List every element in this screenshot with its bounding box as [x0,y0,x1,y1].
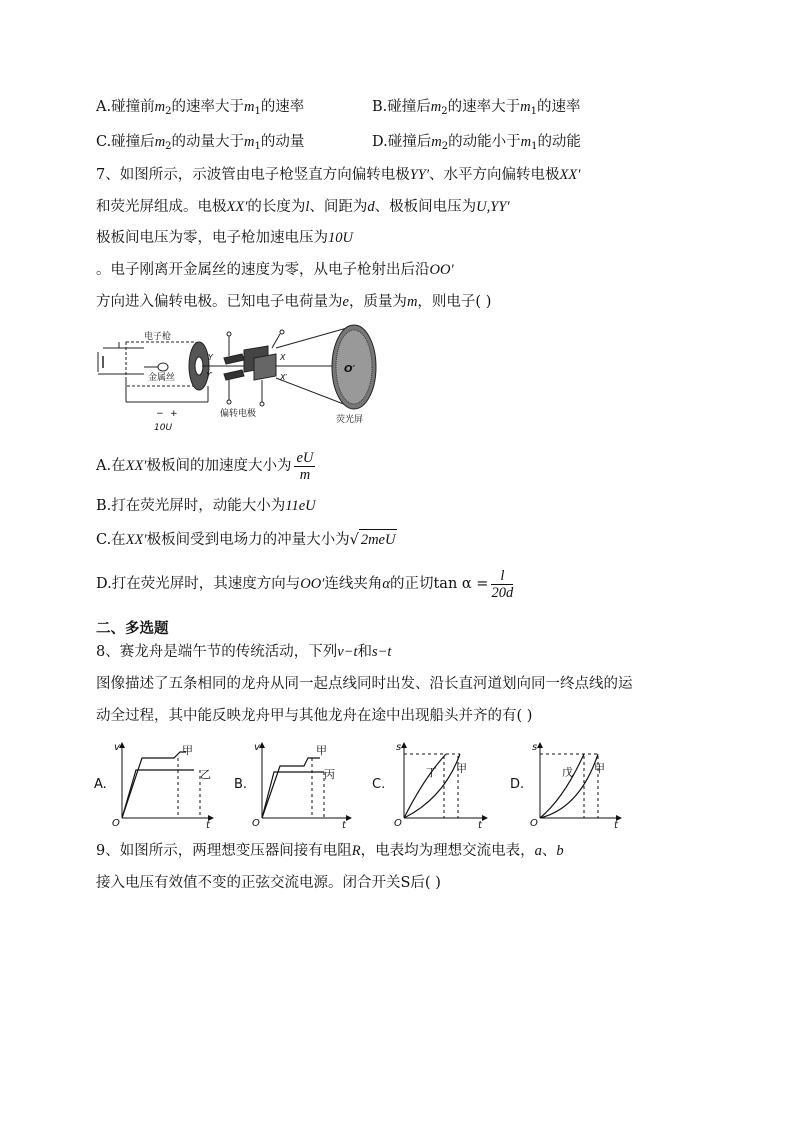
q8-stem-line3: 动全过程，其中能反映龙舟甲与其他龙舟在途中出现船头并齐的有( ) [96,708,533,724]
plus-label: + [170,409,178,419]
svg-text:v: v [254,742,260,753]
svg-text:甲: 甲 [594,762,605,775]
svg-text:甲: 甲 [316,744,327,757]
svg-text:戊: 戊 [562,766,573,779]
q7-stem-line1: 7、如图所示，示波管由电子枪竖直方向偏转电极YY′、水平方向偏转电极XX′ [96,167,581,183]
q9-stem-line2: 接入电压有效值不变的正弦交流电源。闭合开关S后( ) [96,875,441,891]
q7-stem-line5: 方向进入偏转电极。已知电子电荷量为e，质量为m，则电子( ) [96,294,492,310]
svg-text:O: O [252,818,260,828]
svg-text:t: t [614,820,618,828]
screen-label: 荧光屏 [336,415,364,425]
svg-text:v: v [114,742,120,753]
svg-text:甲: 甲 [182,744,193,757]
q7-option-d: D.打在荧光屏时，其速度方向与OO′连线夹角α的正切tan α = $\frac{l}{20d}$ [96,567,514,601]
graph-d [510,742,622,828]
svg-text:D.: D. [510,777,525,792]
q6-option-d: D.碰撞后$m_2$的动能小于$m_1$的动能 [372,134,581,152]
q7-option-b: B.打在荧光屏时，动能大小为11eU [96,498,316,514]
svg-text:乙: 乙 [200,768,211,781]
svg-text:A.: A. [94,777,107,792]
svg-text:B.: B. [234,777,248,792]
q6-option-a: A.碰撞前$m_2$的速率大于$m_1$的速率 [96,99,305,117]
q7-stem-line2: 和荧光屏组成。电极XX′的长度为l、间距为d、极板间电压为U,YY′ [96,199,510,215]
graph-b [234,742,352,828]
svg-text:t: t [478,820,482,828]
q7-stem-line4: 。电子刚离开金属丝的速度为零，从电子枪射出后沿OO′ [96,262,454,278]
q8-stem-line2: 图像描述了五条相同的龙舟从同一起点线同时出发、沿长直河道划向同一终点线的运 [96,676,633,692]
x-prime-label: X′ [280,373,288,382]
svg-text:丁: 丁 [426,766,437,779]
svg-text:s: s [396,742,402,753]
svg-text:t: t [206,820,210,828]
svg-text:丙: 丙 [324,768,335,781]
fraction-eu-m: $\frac{eU}{m}$ [296,449,314,483]
q7-stem-line3: 极板间电压为零，电子枪加速电压为10U [96,230,353,246]
q6-option-b: B.碰撞后$m_2$的速率大于$m_1$的速率 [372,99,581,117]
graph-a [94,742,214,828]
section-title-multi-choice: 二、多选题 [96,621,169,637]
q9-stem-line1: 9、如图所示，两理想变压器间接有电阻R，电表均为理想交流电表，a、b [96,843,564,859]
oscilloscope-diagram [96,322,396,434]
svg-text:甲: 甲 [456,762,467,775]
o-prime-label: O′ [344,364,356,375]
svg-text:O: O [112,818,120,828]
y-prime-label: Y′ [206,371,213,380]
graph-c [372,742,488,828]
svg-text:O: O [530,818,538,828]
svg-text:s: s [532,742,538,753]
filament-label: 金属丝 [148,373,176,383]
q7-option-a: A.在XX′极板间的加速度大小为 $\frac{eU}{m}$ [96,449,314,483]
minus-label: − [156,409,164,419]
electrode-label: 偏转电极 [220,409,257,419]
svg-text:C.: C. [372,777,386,792]
y-label: Y [208,353,213,362]
x-label: X [280,353,286,362]
voltage-label: 10U [154,423,173,433]
svg-text:O: O [394,818,402,828]
q8-stem-line1: 8、赛龙舟是端午节的传统活动，下列v−t和s−t [96,644,392,660]
q6-option-c: C.碰撞后$m_2$的动量大于$m_1$的动量 [96,134,305,152]
gun-label: 电子枪 [144,332,172,342]
q7-option-c: C.在XX′极板间受到电场力的冲量大小为√ 2meU [96,529,397,550]
q8-graphs [94,738,634,828]
svg-text:t: t [342,820,346,828]
